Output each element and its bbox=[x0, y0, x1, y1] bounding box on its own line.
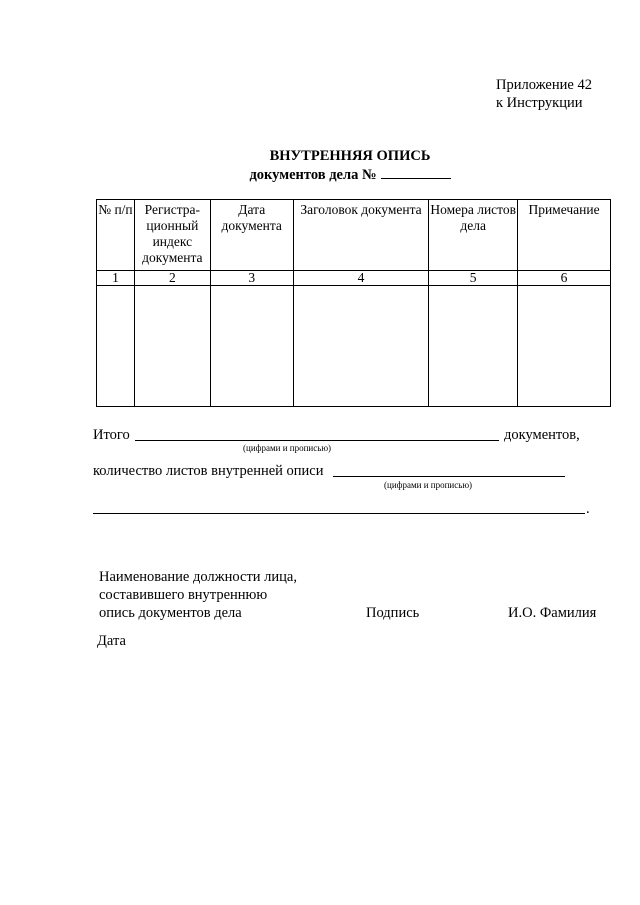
column-number-cell: 4 bbox=[293, 271, 429, 286]
header-cell: Заголовок документа bbox=[293, 200, 429, 271]
header-cell: № п/п bbox=[97, 200, 135, 271]
name-label: И.О. Фамилия bbox=[508, 605, 597, 621]
position-title bbox=[99, 568, 297, 622]
subtitle-text: документов дела № bbox=[249, 167, 377, 183]
end-mark: . bbox=[586, 501, 590, 517]
annex-number: Приложение 42 bbox=[496, 77, 592, 93]
extra-fill-line[interactable] bbox=[93, 513, 585, 514]
column-number-cell: 1 bbox=[97, 271, 135, 286]
empty-cell[interactable] bbox=[293, 286, 429, 407]
sheets-fill-line[interactable] bbox=[333, 476, 565, 477]
table-header-row bbox=[97, 200, 611, 271]
sheets-hint: (цифрами и прописью) bbox=[384, 480, 473, 490]
empty-cell[interactable] bbox=[210, 286, 293, 407]
column-number-cell: 3 bbox=[210, 271, 293, 286]
empty-cell[interactable] bbox=[97, 286, 135, 407]
sheets-label: количество листов внутренней описи bbox=[93, 463, 324, 479]
total-label: Итого bbox=[93, 427, 130, 443]
header-cell: Дата документа bbox=[210, 200, 293, 271]
annex-source: к Инструкции bbox=[496, 95, 583, 111]
table-empty-row bbox=[97, 286, 611, 407]
table-number-row bbox=[97, 271, 611, 286]
position-line: опись документов дела bbox=[99, 605, 242, 621]
annex-reference bbox=[496, 76, 592, 112]
signature-label: Подпись bbox=[366, 605, 420, 621]
position-line: Наименование должности лица, bbox=[99, 569, 297, 585]
document-title: ВНУТРЕННЯЯ ОПИСЬ bbox=[269, 148, 431, 164]
document-subtitle bbox=[0, 165, 640, 184]
date-label: Дата bbox=[97, 633, 126, 649]
column-number-cell: 5 bbox=[429, 271, 518, 286]
column-number-cell: 2 bbox=[134, 271, 210, 286]
header-cell: Регистра-ционный индекс документа bbox=[134, 200, 210, 271]
total-fill-line[interactable] bbox=[135, 440, 499, 441]
total-hint: (цифрами и прописью) bbox=[243, 443, 332, 453]
header-cell: Примечание bbox=[518, 200, 611, 271]
case-number-blank bbox=[381, 165, 451, 179]
empty-cell[interactable] bbox=[518, 286, 611, 407]
total-suffix: документов, bbox=[504, 427, 580, 443]
empty-cell[interactable] bbox=[134, 286, 210, 407]
header-cell: Номера листов дела bbox=[429, 200, 518, 271]
column-number-cell: 6 bbox=[518, 271, 611, 286]
inventory-table bbox=[96, 199, 611, 407]
empty-cell[interactable] bbox=[429, 286, 518, 407]
position-line: составившего внутреннюю bbox=[99, 587, 268, 603]
